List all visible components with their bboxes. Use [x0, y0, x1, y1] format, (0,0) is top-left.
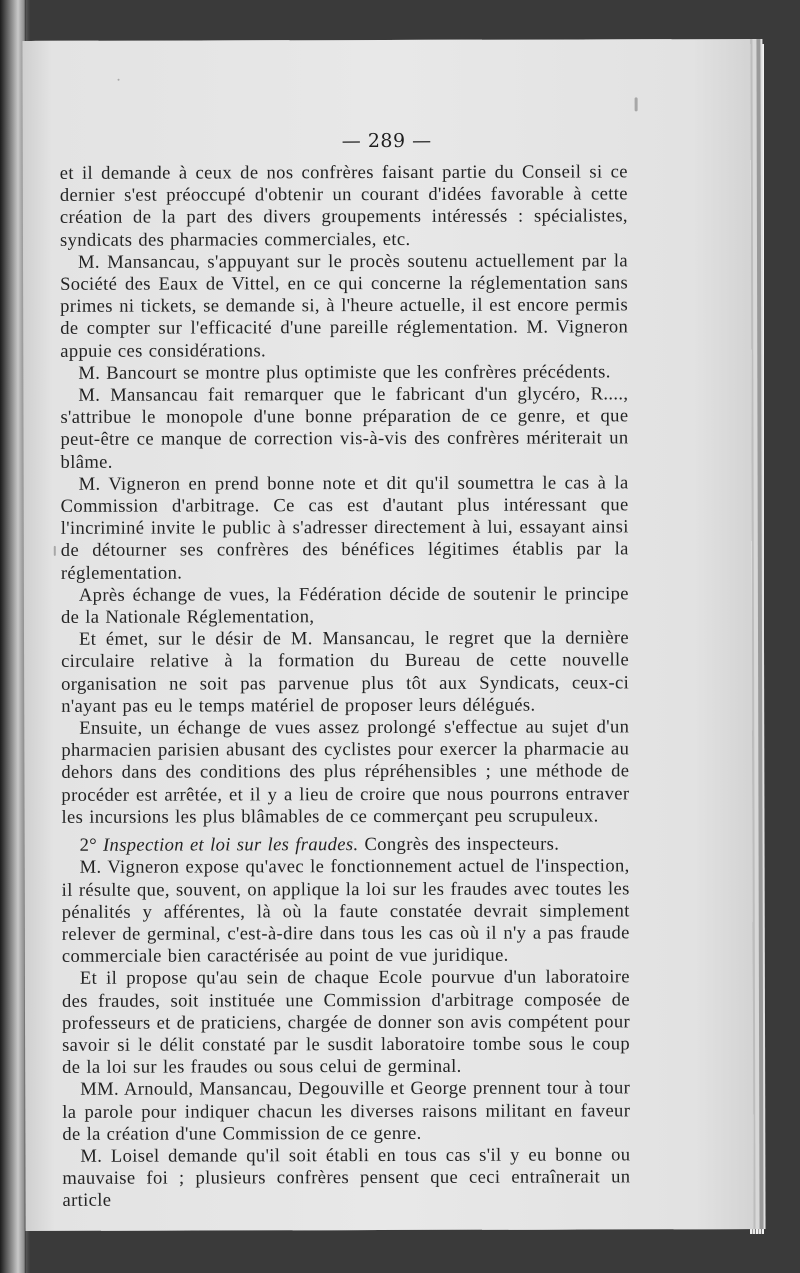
paragraph-11: MM. Arnould, Mansancau, Degouville et George prennent tour à tour la parole pour indiquer chacun les diverses raisons militant en faveur de la création d'une Commission de ce genre.: [62, 1077, 631, 1145]
paragraph-2: M. Mansancau, s'appuyant sur le procès soutenu actuellement par la Société des Eaux de Vittel, en ce qui concerne la réglementation sans primes ni tickets, se demande si, à l'heure actuelle, il est encore permis de compter sur l'efficacité d'une pareille réglementation. M. Vigneron appuie ces considérations.: [60, 250, 629, 362]
paragraph-1: et il demande à ceux de nos confrères faisant partie du Conseil si ce dernier s'est préoccupé d'obtenir un courant d'idées favorable à cette création de la part des divers groupements intéressés : spécialistes, syndicats des pharmacies commerciales, etc.: [59, 161, 628, 251]
paragraph-9: M. Vigneron expose qu'avec le fonctionnement actuel de l'inspection, il résulte que, souvent, on applique la loi sur les fraudes avec toutes les pénalités y afférentes, là où la faute constatée devrait simplement relever de germinal, c'est-à-dire dans tous les cas où il n'y a pas fraude commerciale bien caractérisée au point de vue juridique.: [61, 855, 630, 967]
section-subtitle: Congrès des inspecteurs.: [364, 833, 560, 856]
paragraph-10: Et il propose qu'au sein de chaque Ecole pourvue d'un laboratoire des fraudes, soit instituée une Commission d'arbitrage composée de professeurs et de praticiens, chargée de donner son avis compétent pour savoir si le délit constaté par le susdit laboratoire tombe sous le coup de la loi sur les fraudes ou sous celui de germinal.: [61, 966, 631, 1078]
paragraph-3: M. Bancourt se montre plus optimiste que les confrères précédents.: [78, 361, 611, 384]
paragraph-6: Après échange de vues, la Fédération décide de soutenir le principe de la Nationale Réglementation,: [60, 583, 629, 628]
section-heading: [62, 833, 630, 857]
section-number: 2°: [79, 834, 98, 856]
paragraph-8: Ensuite, un échange de vues assez prolongé s'effectue au sujet d'un pharmacien parisien abusant des cyclistes pour exercer la pharmacie au dehors dans des conditions des plus répréhensibles ; une méthode de procéder est arrêtée, et il y a lieu de croire que nous pourrons entraver les incursions les plus blâmables de ce commerçant peu scrupuleux.: [61, 716, 630, 828]
section-title: Inspection et loi sur les fraudes.: [102, 834, 359, 856]
paragraph-7: Et émet, sur le désir de M. Mansancau, le regret que la dernière circulaire relative à la formation du Bureau de cette nouvelle organisation ne soit pas parvenue plus tôt aux Syndicats, ceux-ci n'ayant pas eu le temps matériel de proposer leurs délégués.: [61, 627, 630, 717]
paragraph-12: M. Loisel demande qu'il soit établi en tous cas s'il y eu bonne ou mauvaise foi ; plusieurs confrères pensent que ceci entraînerait un article: [62, 1144, 631, 1212]
paper-speck: [54, 546, 56, 556]
paragraph-4: M. Mansancau fait remarquer que le fabricant d'un glycéro, R...., s'attribue le monopole d'une bonne préparation de ce genre, et que peut-être ce manque de correction vis-à-vis des confrères mériterait un blâme.: [60, 383, 629, 473]
paper-speck: [118, 79, 120, 81]
paragraph-5: M. Vigneron en prend bonne note et dit qu'il soumettra le cas à la Commission d'arbitrage. Ce cas est d'autant plus intéressant que l'incriminé invite le public à s'adresser directement à lui, essayant ainsi de détourner ses confrères des bénéfices légitimes établis par la réglementation.: [60, 472, 629, 584]
paper-speck: [635, 97, 638, 111]
book-page: [22, 39, 753, 1231]
page-number: — 289 —: [341, 129, 432, 153]
body-text: [60, 161, 631, 1212]
